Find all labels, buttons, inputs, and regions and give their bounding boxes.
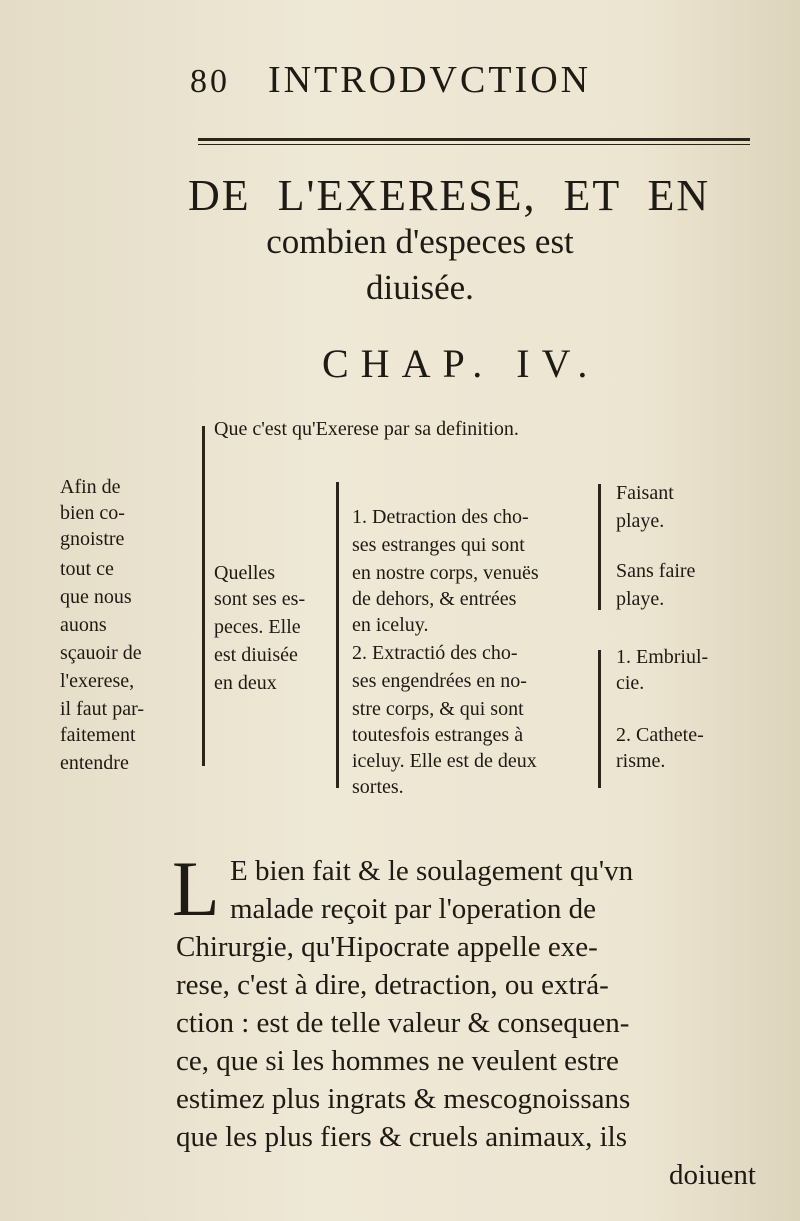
detraction-kind-line: playe. [616,588,665,610]
detraction-line: en iceluy. [352,614,429,636]
outline-second-item-line: est diuisée [214,644,298,666]
extraction-line: 2. Extractió des cho- [352,642,518,664]
body-line: que les plus fiers & cruels animaux, ils [176,1121,628,1153]
catchword: doiuent [669,1159,756,1191]
body-line: rese, c'est à dire, detraction, ou extrá- [176,969,609,1001]
chapter-number: CHAP. IV. [322,341,600,386]
chapter-title-line-3: diuisée. [366,268,474,307]
extraction-kind-line: 1. Embriul- [616,646,709,668]
margin-note-line: que nous [60,586,132,608]
detraction-kind-line: Sans faire [616,560,696,582]
margin-note-line: tout ce [60,558,114,580]
running-head [190,58,591,102]
header-rule [198,138,750,141]
extraction-line: iceluy. Elle est de deux [352,750,537,772]
margin-note-line: entendre [60,752,129,774]
margin-note-line: il faut par- [60,698,145,720]
extraction-line: ses engendrées en no- [352,670,527,692]
extraction-line: toutesfois estranges à [352,724,524,746]
detraction-kinds-brace [598,484,601,610]
margin-note-line: gnoistre [60,528,125,550]
detraction-kind-line: Faisant [616,482,674,504]
body-line: ce, que si les hommes ne veulent estre [176,1045,619,1077]
margin-note-line: bien co- [60,502,125,524]
outline-second-item-line: sont ses es- [214,588,306,610]
extraction-kind-line: risme. [616,750,666,772]
extraction-line: sortes. [352,776,404,798]
detraction-line: en nostre corps, venuës [352,562,539,584]
margin-note-line: sçauoir de [60,642,142,664]
margin-note-line: auons [60,614,107,636]
detraction-line: ses estranges qui sont [352,534,525,556]
running-head-title: INTRODVCTION [268,59,592,101]
detraction-line: 1. Detraction des cho- [352,506,529,528]
extraction-line: stre corps, & qui sont [352,698,524,720]
chapter-title-line-2: combien d'especes est [266,222,574,261]
extraction-kind-line: cie. [616,672,645,694]
body-line: estimez plus ingrats & mescognoissans [176,1083,631,1115]
body-paragraph [176,852,756,1194]
outline-second-item-line: en deux [214,672,277,694]
extraction-kind-line: 2. Cathete- [616,724,704,746]
page-number: 80 [190,63,230,100]
chapter-title-line-1: DE L'EXERESE, ET EN [188,171,711,220]
header-rule-thin [198,144,750,145]
margin-note-line: l'exerese, [60,670,135,692]
margin-note-line: Afin de [60,476,121,498]
main-brace [202,426,205,766]
detraction-kind-line: playe. [616,510,665,532]
body-line: Chirurgie, qu'Hipocrate appelle exe- [176,931,598,963]
outline-second-item-line: Quelles [214,562,276,584]
detraction-line: de dehors, & entrées [352,588,517,610]
extraction-kinds-brace [598,650,601,788]
margin-note-line: faitement [60,724,136,746]
outline-second-item-line: peces. Elle [214,616,301,638]
body-line: malade reçoit par l'operation de [230,893,596,925]
body-line: ction : est de telle valeur & consequen- [176,1007,630,1039]
drop-cap: L [172,845,220,932]
outline-first-item: Que c'est qu'Exerese par sa definition. [214,418,519,440]
species-brace [336,482,339,788]
body-line: E bien fait & le soulagement qu'vn [230,855,634,887]
